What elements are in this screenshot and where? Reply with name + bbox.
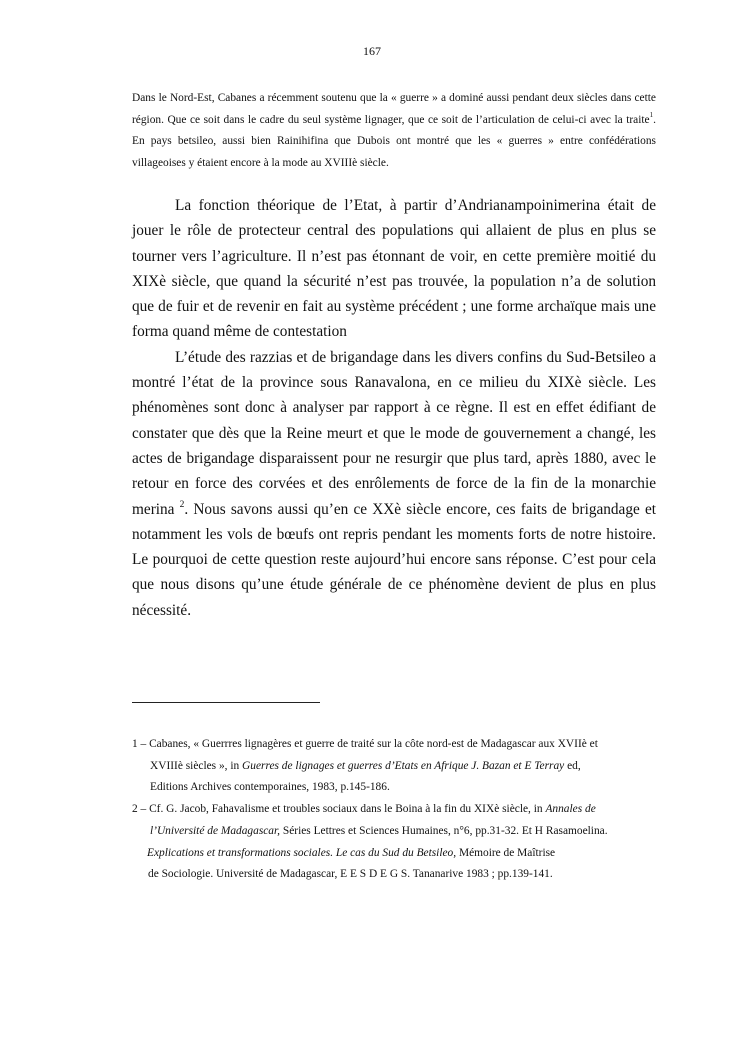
footnote-2-line-1-start: 2 – Cf. G. Jacob, Fahavalisme et troubles sociaux dans le Boina à la fin du XIXè siècle, in — [132, 803, 546, 816]
footnote-2-line-2 — [150, 821, 656, 843]
footnote-2-line-2-end: Séries Lettres et Sciences Humaines, n°6, pp.31-32. Et H Rasamoelina. — [280, 824, 608, 837]
body-paragraph-2 — [132, 345, 656, 623]
footnote-2 — [132, 799, 656, 886]
body-paragraph-2-start: L’étude des razzias et de brigandage dans les divers confins du Sud-Betsileo a montré l’état de la province sous Ranavalona, en ce milieu du XIXè siècle. Les phénomènes sont donc à analyser par rapport à ce règne. Il est en effet édifiant de constater que dès que la Reine meurt et que le mode de gouvernement a changé, les actes de brigandage disparaissent pour ne resurgir que plus tard, après 1880, avec le retour en force des corvées et des enrôlements de force de la fin de la monarchie merina — [132, 348, 656, 518]
footnote-1 — [132, 734, 656, 799]
footnotes — [132, 734, 656, 886]
footnote-1-line-2 — [150, 756, 656, 778]
body-paragraph-1: La fonction théorique de l’Etat, à partir d’Andrianampoinimerina était de jouer le rôle de protecteur central des populations qui allaient de plus en plus se tourner vers l’agriculture. Il n’est pas étonnant de voir, en cette première moitié du XIXè siècle, que quand la sécurité n’est pas trouvée, la population n’a de solution que de fuir et de revenir en fait au système précédent ; une forme archaïque mais une forma quand même de contestation — [132, 197, 656, 341]
footnote-1-title: Guerres de lignages et guerres d’Etats en Afrique J. Bazan et E Terray — [242, 759, 565, 772]
footnote-1-line-2-end: ed, — [564, 759, 581, 772]
intro-text-start: Dans le Nord-Est, Cabanes a récemment soutenu que la « guerre » a dominé aussi pendant deux siècles dans cette région. Que ce soit dans le cadre du seul système lignager, que ce soit de l’articulation de celui-ci avec la traite — [132, 92, 656, 126]
footnote-2-line-3 — [147, 843, 656, 865]
footnote-1-line-3: Editions Archives contemporaines, 1983, p.145-186. — [150, 781, 390, 794]
footnote-1-line-2-start: XVIIIè siècles », in — [150, 759, 243, 772]
footnote-2-journal-cont: l’Université de Madagascar, — [150, 824, 281, 837]
footnote-ref-2[interactable]: 2 — [179, 499, 185, 510]
footnote-separator — [132, 702, 320, 703]
body-paragraph-2-end: . Nous savons aussi qu’en ce XXè siècle encore, ces faits de brigandage et notamment les vols de bœufs ont repris pendant les moments forts de notre histoire. Le pourquoi de cette question reste aujourd’hui encore sans réponse. C’est pour cela que nous disons qu’une étude générale de ce phénomène devient de plus en plus nécessité. — [132, 500, 656, 619]
footnote-2-journal: Annales de — [545, 803, 596, 816]
main-text — [132, 193, 656, 623]
footnote-2-line-4: de Sociologie. Université de Madagascar, E E S D E G S. Tananarive 1983 ; pp.139-141. — [148, 868, 553, 881]
footnote-2-line-3-end: Mémoire de Maîtrise — [456, 846, 556, 859]
footnote-2-line-1 — [132, 799, 656, 821]
page-number: 167 — [363, 44, 381, 58]
footnote-1-line-1: 1 – Cabanes, « Guerrres lignagères et guerre de traité sur la côte nord-est de Madagascar aux XVIIè et — [132, 738, 598, 750]
footnote-ref-1[interactable]: 1 — [649, 111, 654, 120]
intro-text-end: . En pays betsileo, aussi bien Rainihifina que Dubois ont montré que les « guerres » entre confédérations villageoises y étaient encore à la mode au XVIIIè siècle. — [132, 113, 656, 170]
intro-paragraph — [132, 88, 656, 175]
footnote-2-thesis-title: Explications et transformations sociales. Le cas du Sud du Betsileo, — [147, 846, 457, 859]
